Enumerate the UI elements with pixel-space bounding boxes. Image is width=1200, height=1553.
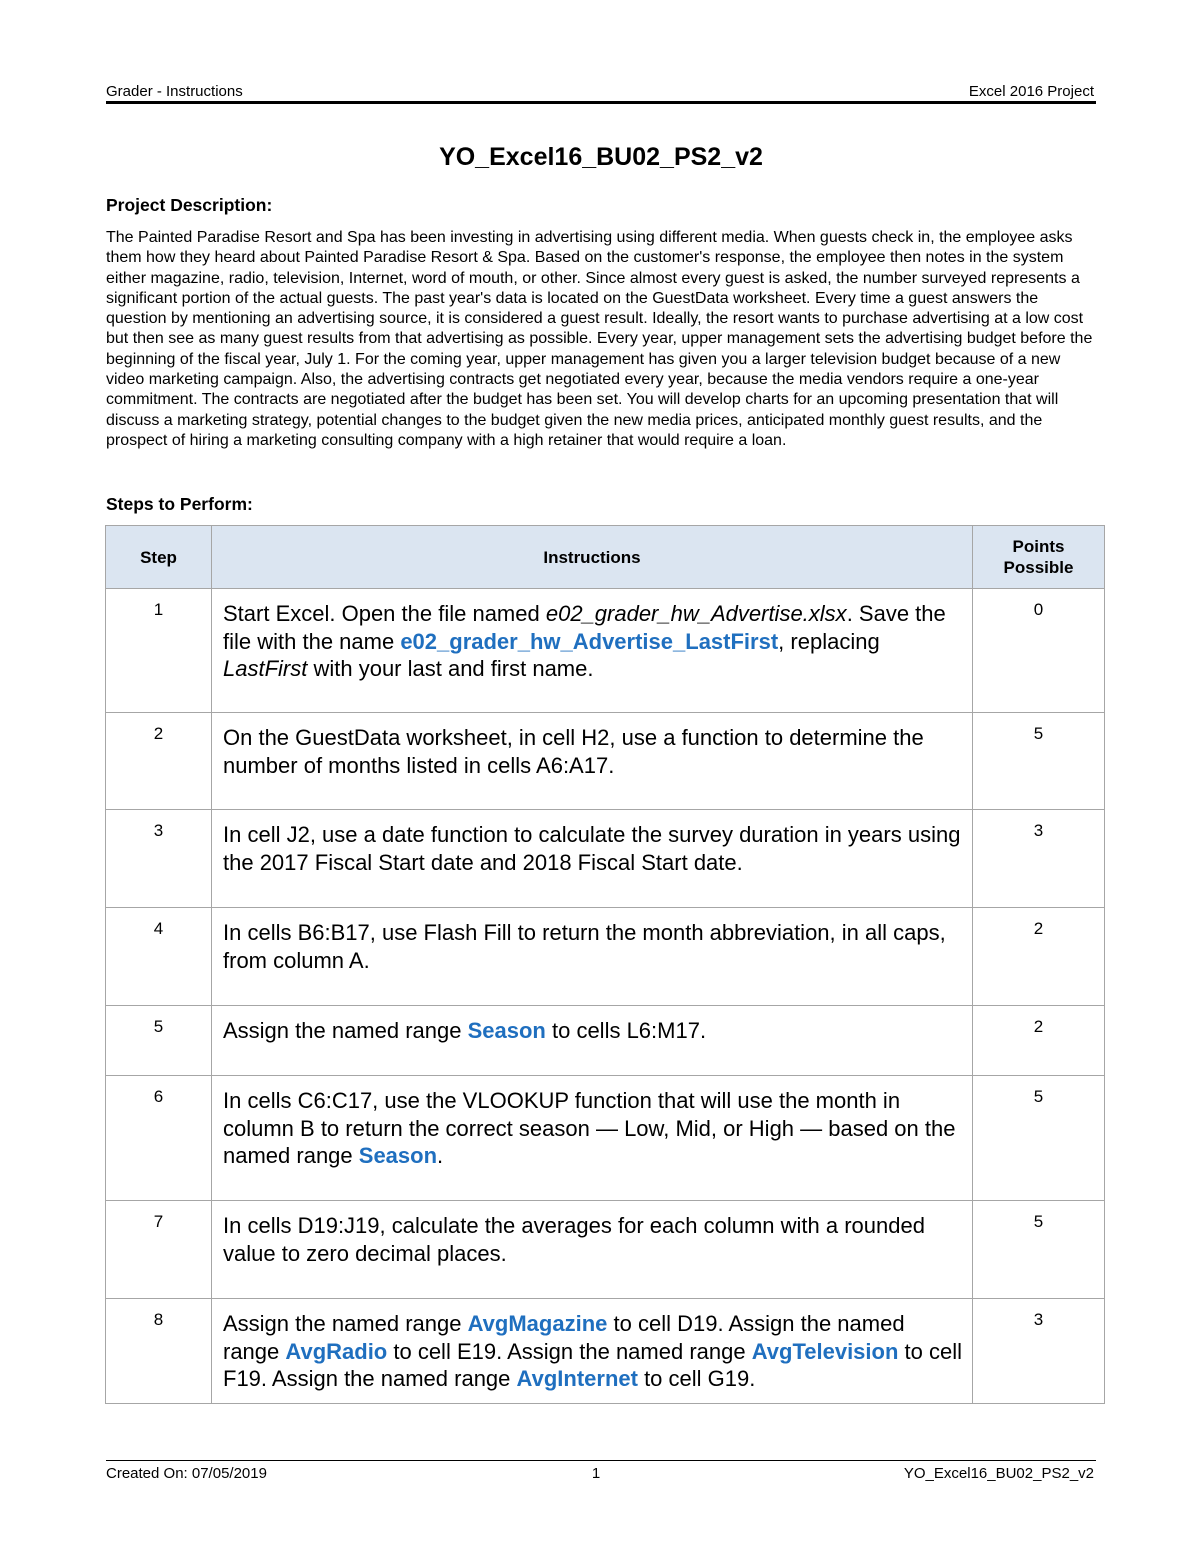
step-number: 6 bbox=[106, 1076, 212, 1201]
header-left: Grader - Instructions bbox=[106, 83, 243, 100]
footer-doc-id: YO_Excel16_BU02_PS2_v2 bbox=[903, 1465, 1094, 1482]
instruction-text: to cell F19. Assign the named range bbox=[223, 1338, 963, 1391]
page-footer bbox=[106, 1465, 1094, 1483]
instruction-text: to cell G19. bbox=[637, 1366, 756, 1391]
step-instructions bbox=[212, 1076, 973, 1201]
named-term: AvgInternet bbox=[516, 1366, 638, 1391]
steps-table-body bbox=[106, 589, 1105, 1404]
footer-page-number: 1 bbox=[591, 1465, 601, 1482]
instruction-text: In cells B6:B17, use Flash Fill to return the month abbreviation, in all caps, from column A. bbox=[223, 920, 946, 973]
step-number: 7 bbox=[106, 1201, 212, 1299]
italic-term: e02_grader_hw_Advertise.xlsx bbox=[545, 601, 847, 626]
instruction-text: to cell E19. Assign the named range bbox=[387, 1338, 752, 1364]
step-instructions bbox=[212, 1299, 973, 1404]
points-possible: 2 bbox=[973, 908, 1105, 1006]
points-column-header-label: Points Possible bbox=[1003, 537, 1074, 577]
steps-heading: Steps to Perform: bbox=[106, 494, 253, 514]
table-row bbox=[106, 810, 1105, 908]
table-row bbox=[106, 908, 1105, 1006]
instruction-text: In cells C6:C17, use the VLOOKUP function that will use the month in column B to return the correct season — Low, Mid, or High — based on the named range bbox=[223, 1088, 956, 1168]
instruction-text: to cells L6:M17. bbox=[545, 1018, 707, 1043]
named-term: AvgRadio bbox=[285, 1338, 388, 1364]
page-header bbox=[106, 83, 1094, 101]
step-instructions bbox=[212, 1006, 973, 1076]
points-possible: 3 bbox=[973, 1299, 1105, 1404]
header-rule bbox=[106, 101, 1096, 104]
named-term: AvgMagazine bbox=[467, 1311, 608, 1336]
instruction-text: . Save the file with the name bbox=[223, 601, 946, 654]
points-column-header bbox=[973, 526, 1105, 589]
step-number: 3 bbox=[106, 810, 212, 908]
points-possible: 5 bbox=[973, 1076, 1105, 1201]
instruction-text: Start Excel. Open the file named bbox=[223, 601, 546, 626]
instruction-text: In cell J2, use a date function to calculate the survey duration in years using the 2017 Fiscal Start date and 2018 Fiscal Start date. bbox=[223, 822, 961, 875]
named-term: Season bbox=[467, 1018, 546, 1043]
table-row bbox=[106, 1299, 1105, 1404]
instruction-text: . bbox=[437, 1143, 444, 1168]
step-number: 5 bbox=[106, 1006, 212, 1076]
instruction-text: Assign the named range bbox=[223, 1311, 468, 1336]
instruction-text: On the GuestData worksheet, in cell H2, use a function to determine the number of months listed in cells A6:A17. bbox=[223, 725, 924, 778]
footer-rule bbox=[106, 1460, 1096, 1461]
document-title: YO_Excel16_BU02_PS2_v2 bbox=[439, 143, 763, 171]
points-possible: 3 bbox=[973, 810, 1105, 908]
steps-table-header-row bbox=[106, 526, 1105, 589]
italic-term: LastFirst bbox=[223, 656, 308, 681]
points-possible: 0 bbox=[973, 589, 1105, 713]
step-column-header: Step bbox=[106, 526, 212, 589]
named-term: e02_grader_hw_Advertise_LastFirst bbox=[400, 628, 779, 654]
step-instructions bbox=[212, 589, 973, 713]
project-description-text: The Painted Paradise Resort and Spa has been investing in advertising using different media. When guests check in, the employee asks them how they heard about Painted Paradise Resort & Spa. Based on the customer's response, the employee then notes in the system either magazine, radio, television, Internet, word of mouth, or other. Since almost every guest is asked, the number surveyed represents a significant portion of the actual guests. The past year's data is located on the GuestData worksheet. Every time a guest answers the question by mentioning an advertising source, it is considered a guest result. Ideally, the resort wants to purchase advertising at a low cost but then see as many guest results from that advertising as possible. Every year, upper management sets the advertising budget before the beginning of the fiscal year, July 1. For the coming year, upper management has given you a larger television budget because of a new video marketing campaign. Also, the advertising contracts get negotiated every year, because the media vendors require a one-year commitment. The contracts are negotiated after the budget has been set. You will develop charts for an upcoming presentation that will discuss a marketing strategy, potential changes to the budget given the new media prices, anticipated monthly guest results, and the prospect of hiring a marketing consulting company with a high retainer that would require a loan. bbox=[106, 229, 1093, 449]
points-possible: 2 bbox=[973, 1006, 1105, 1076]
step-instructions bbox=[212, 810, 973, 908]
table-row bbox=[106, 589, 1105, 713]
instructions-column-header: Instructions bbox=[212, 526, 973, 589]
step-number: 2 bbox=[106, 713, 212, 810]
points-possible: 5 bbox=[973, 1201, 1105, 1299]
instruction-text: to cell D19. Assign the named range bbox=[223, 1311, 905, 1364]
named-term: Season bbox=[358, 1143, 438, 1168]
points-possible: 5 bbox=[973, 713, 1105, 810]
instruction-text: In cells D19:J19, calculate the averages for each column with a rounded value to zero decimal places. bbox=[223, 1213, 925, 1266]
project-description-heading: Project Description: bbox=[106, 195, 273, 215]
table-row bbox=[106, 1076, 1105, 1201]
step-instructions bbox=[212, 713, 973, 810]
steps-table bbox=[105, 525, 1105, 1404]
table-row bbox=[106, 713, 1105, 810]
step-instructions bbox=[212, 1201, 973, 1299]
named-term: AvgTelevision bbox=[751, 1338, 899, 1364]
header-right: Excel 2016 Project bbox=[968, 83, 1094, 100]
step-number: 1 bbox=[106, 589, 212, 713]
table-row bbox=[106, 1006, 1105, 1076]
step-number: 8 bbox=[106, 1299, 212, 1404]
step-number: 4 bbox=[106, 908, 212, 1006]
step-instructions bbox=[212, 908, 973, 1006]
footer-created-on: Created On: 07/05/2019 bbox=[106, 1465, 267, 1482]
instruction-text: with your last and first name. bbox=[307, 656, 594, 681]
instruction-text: Assign the named range bbox=[223, 1018, 468, 1043]
table-row bbox=[106, 1201, 1105, 1299]
instruction-text: , replacing bbox=[778, 628, 880, 654]
